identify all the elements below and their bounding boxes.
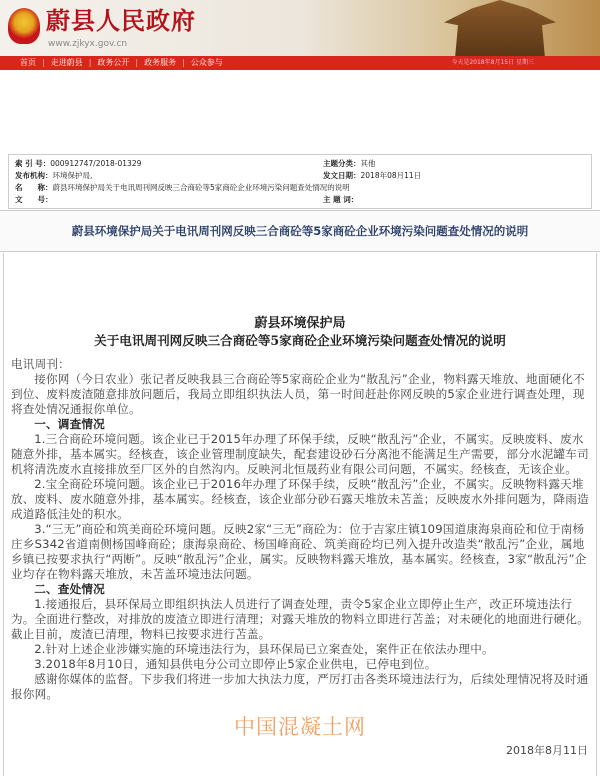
site-header: [0, 0, 600, 56]
current-date: 今天是2018年8月15日 星期三: [451, 59, 534, 66]
nav-separator: |: [88, 58, 92, 67]
date-value: 2018年08月11日: [360, 171, 422, 180]
salutation: 电讯周刊：: [11, 357, 70, 371]
name-label: 名 称：: [15, 183, 53, 192]
name-value: 蔚县环境保护局关于电讯周刊网反映三合商砼等5家商砼企业环境污染问题查处情况的说明: [52, 183, 350, 192]
sign-date: 2018年8月11日: [506, 744, 588, 757]
document-title: 关于电讯周刊网反映三合商砼等5家商砼企业环境污染问题查处情况的说明: [94, 333, 506, 348]
city-tower-image: [430, 0, 570, 56]
org-value: 环境保护局,: [52, 171, 93, 180]
page-title: 蔚县环境保护局关于电讯周刊网反映三合商砼等5家商砼企业环境污染问题查处情况的说明: [0, 210, 600, 252]
section-heading: 二、查处情况: [34, 582, 105, 596]
paragraph: 1.接通报后，县环保局立即组织执法人员进行了调查处理，责令5家企业立即停止生产，改正环境违法行为。全面进行整改，对排放的废渣立即进行清理；对露天堆放的物料立即进行苫盖；对未硬化的地面进行硬化。截止目前，废渣已清理，物料已按要求进行苫盖。: [11, 597, 589, 641]
keywords-label: 主 题 词：: [323, 195, 359, 204]
document-meta: [8, 154, 592, 209]
index-value: 000912747/2018-01329: [50, 159, 142, 168]
org-label: 发布机构：: [15, 171, 53, 180]
nav-home[interactable]: 首页: [20, 58, 36, 67]
nav-gov-service[interactable]: 政务服务: [144, 58, 177, 67]
watermark: 中国混凝土网: [234, 715, 366, 739]
site-url: www.zjkyx.gov.cn: [48, 39, 128, 49]
main-nav: [0, 56, 600, 70]
nav-participation[interactable]: 公众参与: [190, 58, 223, 67]
docno-label: 文 号：: [15, 195, 53, 204]
paragraph: 3.“三无”商砼和筑美商砼环境问题。反映2家“三无”商砼为：位于吉家庄镇109国道康海泉商砼和位于南杨庄乡S342省道南侧杨国峰商砼；康海泉商砼、杨国峰商砼、筑美商砼均已列入提升改造类“散乱污”企业，属地乡镇已按要求执行“两断”。反映“散乱污”企业，属实。反映物料露天堆放，基本属实。经核查，3家“散乱污”企业均存在物料露天堆放，未苫盖环境违法问题。: [11, 522, 587, 581]
nav-separator: |: [135, 58, 139, 67]
paragraph: 2.宝全商砼环境问题。该企业已于2016年办理了环保手续，反映“散乱污”企业，不属实。反映物料露天堆放、废料、废水随意外排，基本属实。经核查，该企业部分砂石露天堆放未苫盖；反映废水外排问题为，降雨造成道路低洼处的积水。: [11, 477, 589, 521]
index-label: 索 引 号：: [15, 159, 51, 168]
paragraph: 感谢你媒体的监督。下步我们将进一步加大执法力度，严厉打击各类环境违法行为，后续处理情况将及时通报你网。: [11, 672, 589, 701]
document-body: [11, 357, 589, 702]
document-content: [3, 253, 597, 776]
nav-about[interactable]: 走进蔚县: [50, 58, 83, 67]
paragraph: 2.针对上述企业涉嫌实施的环境违法行为，县环保局已立案查处，案件正在依法办理中。: [34, 642, 494, 656]
date-label: 发文日期：: [323, 171, 361, 180]
document-org: 蔚县环境保护局: [254, 316, 346, 331]
paragraph: 1.三合商砼环境问题。该企业已于2015年办理了环保手续，反映“散乱污”企业，不属实。反映废料、废水随意外排，基本属实。经核查，该企业管理制度缺失，配套建设砂石分离池不能满足生产需要，部分水泥罐车司机将清洗废水直接排放至厂区外的自然沟内。反映河北恒晟药业有限公司问题，不属实。经核查，无该企业。: [11, 432, 589, 476]
paragraph: 接你网（今日农业）张记者反映我县三合商砼等5家商砼企业为“散乱污”企业，物料露天堆放、地面硬化不到位、废料废渣随意排放问题后，我局立即组织执法人员，第一时间赶赴你网反映的5家企业进行调查处理，现将查处情况通报你单位。: [11, 372, 585, 416]
nav-gov-info[interactable]: 政务公开: [97, 58, 130, 67]
section-heading: 一、调查情况: [34, 417, 105, 431]
category-value: 其他: [360, 159, 376, 168]
category-label: 主题分类：: [323, 159, 361, 168]
nav-separator: |: [42, 58, 45, 67]
nav-separator: |: [182, 58, 185, 67]
paragraph: 3.2018年8月10日，通知县供电分公司立即停止5家企业供电，已停电到位。: [34, 657, 437, 671]
national-emblem-icon: [8, 8, 40, 44]
site-name[interactable]: 蔚县人民政府: [46, 6, 196, 35]
